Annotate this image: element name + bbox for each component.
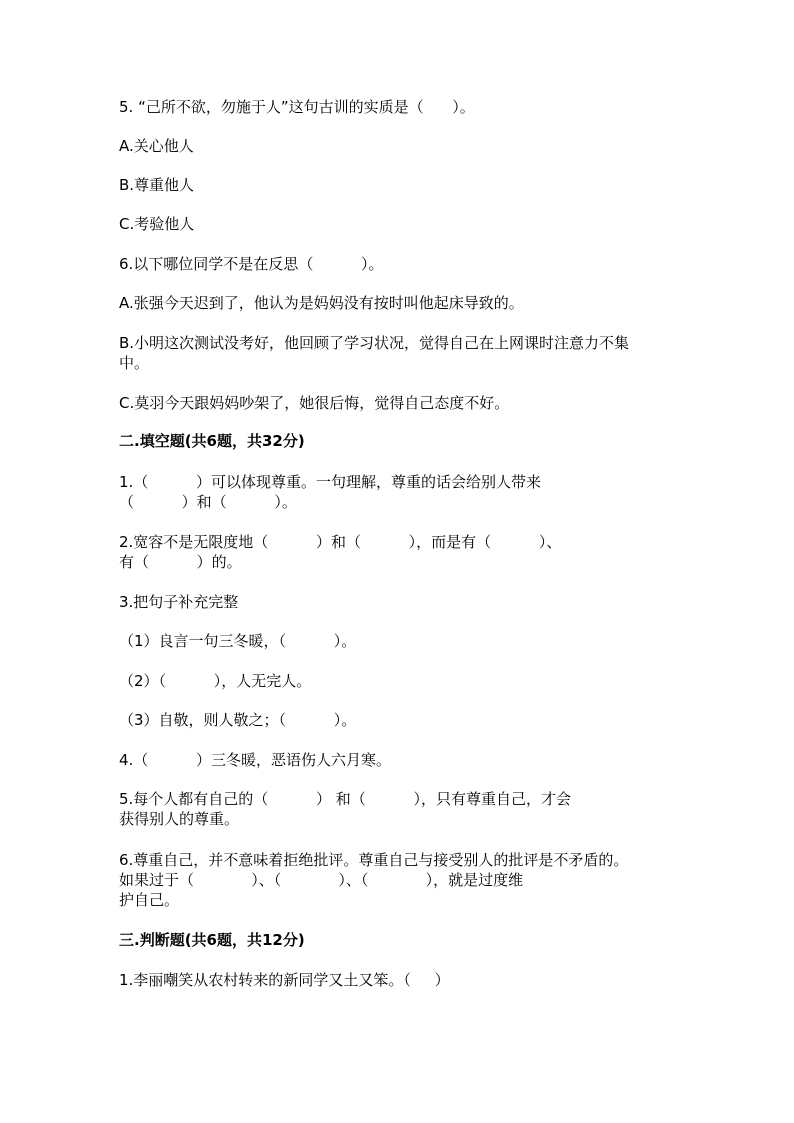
fill-2-line1: 2.宽容不是无限度地（ ）和（ ），而是有（ ）、	[119, 533, 562, 551]
section-3-heading: 三.判断题(共6题，共12分)	[119, 931, 305, 949]
question-6-option-b-line1: B.小明这次测试没考好，他回顾了学习状况，觉得自己在上网课时注意力不集	[119, 334, 630, 352]
fill-6-line3: 护自己。	[119, 891, 180, 909]
fill-5-line2: 获得别人的尊重。	[119, 810, 240, 828]
question-6-option-c: C.莫羽今天跟妈妈吵架了，她很后悔，觉得自己态度不好。	[119, 394, 510, 412]
fill-3-sub-2: （2）（ ），人无完人。	[119, 672, 312, 690]
fill-3-sub-1: （1）良言一句三冬暖，（ ）。	[119, 632, 357, 650]
judge-1: 1.李丽嘲笑从农村转来的新同学又土又笨。（ ）	[119, 971, 450, 989]
question-6-stem: 6.以下哪位同学不是在反思（ ）。	[119, 255, 384, 273]
fill-6-line1: 6.尊重自己，并不意味着拒绝批评。尊重自己与接受别人的批评是不矛盾的。	[119, 851, 629, 869]
question-5-option-b: B.尊重他人	[119, 176, 195, 194]
fill-4: 4.（ ）三冬暖，恶语伤人六月寒。	[119, 751, 391, 769]
fill-1-line2: （ ）和（ ）。	[119, 493, 297, 511]
fill-5-line1: 5.每个人都有自己的（ ） 和（ ），只有尊重自己，才会	[119, 790, 571, 808]
question-6-option-a: A.张强今天迟到了，他认为是妈妈没有按时叫他起床导致的。	[119, 294, 524, 312]
fill-2-line2: 有（ ）的。	[119, 553, 242, 571]
fill-3-heading: 3.把句子补充完整	[119, 593, 239, 611]
question-5-stem: 5. “己所不欲，勿施于人”这句古训的实质是（ ）。	[119, 98, 475, 116]
fill-1-line1: 1.（ ）可以体现尊重。一句理解，尊重的话会给别人带来	[119, 473, 541, 491]
question-5-option-c: C.考验他人	[119, 215, 195, 233]
section-2-heading: 二.填空题(共6题，共32分)	[119, 432, 305, 450]
fill-3-sub-3: （3）自敬，则人敬之；（ ）。	[119, 711, 357, 729]
fill-6-line2: 如果过于（ ）、（ ）、（ ），就是过度维	[119, 871, 524, 889]
question-5-option-a: A.关心他人	[119, 137, 194, 155]
question-6-option-b-line2: 中。	[119, 354, 150, 372]
